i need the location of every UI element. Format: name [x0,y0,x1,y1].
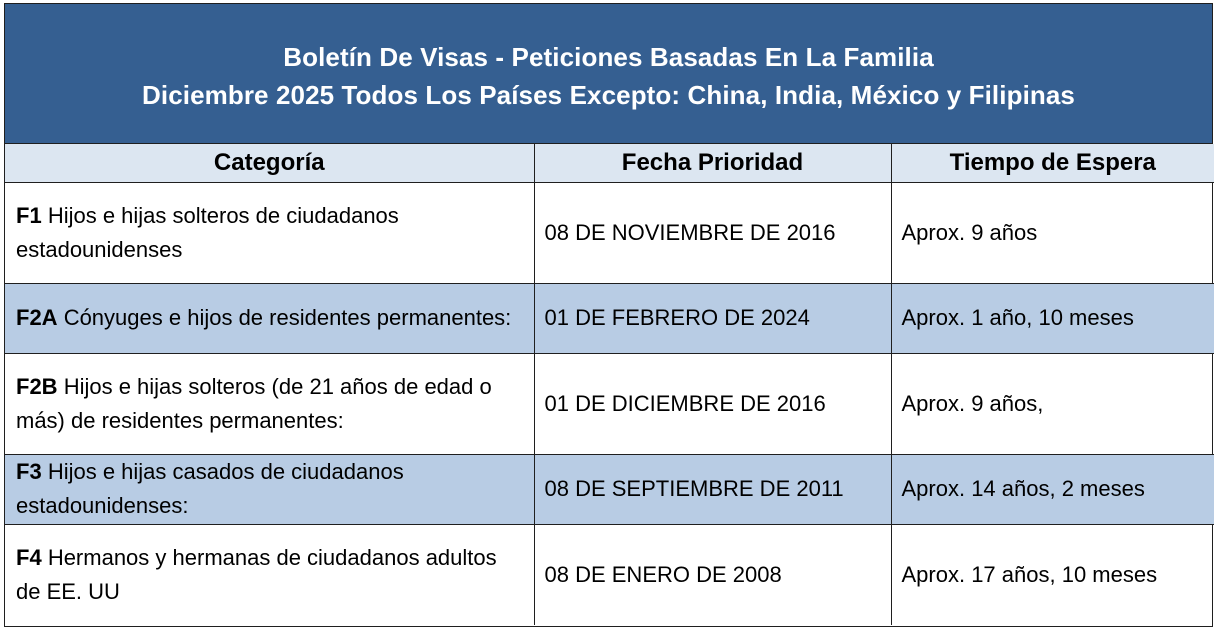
category-description: Hijos e hijas solteros de ciudadanos estadounidenses [16,202,399,262]
category-code: F3 [16,459,42,484]
category-description: Cónyuges e hijos de residentes permanentes: [63,305,512,330]
priority-date-cell: 01 DE FEBRERO DE 2024 [534,283,891,353]
priority-date-cell: 08 DE NOVIEMBRE DE 2016 [534,182,891,283]
table-row-f1 [5,182,1214,283]
bulletin-banner [5,4,1212,144]
wait-time-cell: Aprox. 1 año, 10 meses [891,283,1214,353]
wait-time-cell: Aprox. 9 años, [891,353,1214,454]
category-description: Hijos e hijas casados de ciudadanos estadounidenses: [16,459,404,518]
category-cell [5,353,534,454]
wait-time-cell: Aprox. 14 años, 2 meses [891,454,1214,524]
category-cell [5,454,534,524]
column-header-category: Categoría [5,144,534,182]
category-table [5,144,1214,625]
header-row [5,144,1214,182]
table-row-f4 [5,524,1214,625]
category-code: F2A [16,305,58,330]
category-description: Hermanos y hermanas de ciudadanos adultos de EE. UU [16,544,497,604]
category-code: F2B [16,373,58,399]
category-cell [5,182,534,283]
priority-date-cell: 01 DE DICIEMBRE DE 2016 [534,353,891,454]
table-row-f2a [5,283,1214,353]
table-row-f3 [5,454,1214,524]
priority-date-cell: 08 DE ENERO DE 2008 [534,524,891,625]
category-cell [5,524,534,625]
visa-bulletin-table [4,3,1213,627]
bulletin-title: Boletín De Visas - Peticiones Basadas En La Familia [283,41,934,72]
table-row-f2b [5,353,1214,454]
wait-time-cell: Aprox. 17 años, 10 meses [891,524,1214,625]
category-code: F4 [16,544,42,570]
bulletin-subtitle: Diciembre 2025 Todos Los Países Excepto: China, India, México y Filipinas [142,79,1075,110]
category-cell [5,283,534,353]
wait-time-cell: Aprox. 9 años [891,182,1214,283]
column-header-priority-date: Fecha Prioridad [534,144,891,182]
category-description: Hijos e hijas solteros (de 21 años de edad o más) de residentes permanentes: [16,373,492,433]
category-code: F1 [16,202,42,228]
column-header-wait-time: Tiempo de Espera [891,144,1214,182]
priority-date-cell: 08 DE SEPTIEMBRE DE 2011 [534,454,891,524]
